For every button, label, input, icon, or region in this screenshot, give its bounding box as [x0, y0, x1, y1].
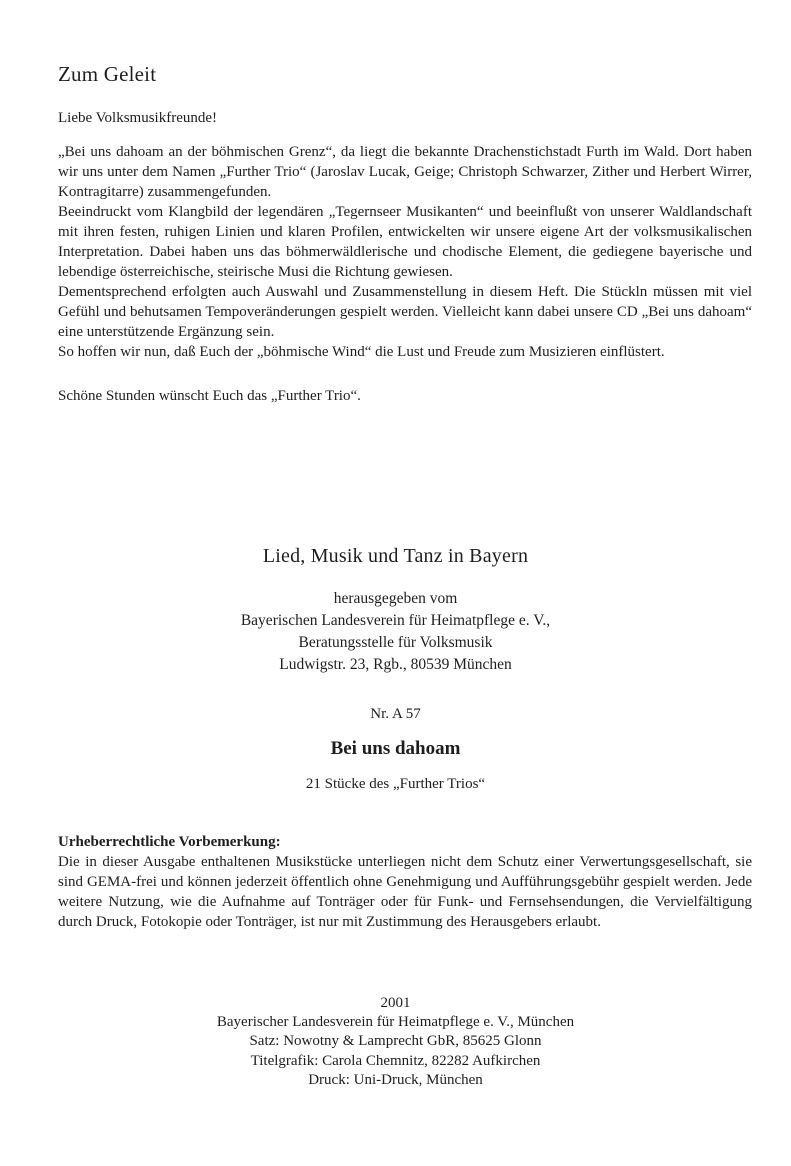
foreword-paragraph: Dementsprechend erfolgten auch Auswahl und Zusammenstellung in diesem Heft. Die Stückln müssen mit viel Gefühl und behutsamen Tempoveränderungen gespielt werden. Vielleicht kann dabei unsere CD „Bei uns dahoam“ eine unterstützende Ergänzung sein.: [58, 284, 752, 340]
foreword-greeting: Liebe Volksmusikfreunde!: [58, 110, 218, 126]
publisher-line: Beratungsstelle für Volksmusik: [298, 634, 493, 651]
imprint-year: 2001: [380, 995, 411, 1011]
foreword-paragraph: „Bei uns dahoam an der böhmischen Grenz“, da liegt die bekannte Drachenstichstadt Furth im Wald. Dort haben wir uns unter dem Namen „Further Trio“ (Jaroslav Lucak, Geige; Christoph Schwarzer, Zither und Herbert Wirrer, Kontragitarre) zusammengefunden.: [58, 144, 752, 200]
publisher-line: herausgegeben vom: [333, 590, 458, 607]
copyright-text: Die in dieser Ausgabe enthaltenen Musikstücke unterliegen nicht dem Schutz einer Verwertungsgesellschaft, sie sind GEMA-frei und können jederzeit öffentlich ohne Genehmigung und Aufführungsgebühr gespielt werden. Jede weitere Nutzung, wie die Aufnahme auf Tonträger oder für Funk- und Fernsehsendungen, die Vervielfältigung durch Druck, Fotokopie oder Tonträger, ist nur mit Zustimmung des Herausgebers erlaubt.: [58, 854, 752, 930]
publisher-line: Bayerischen Landesverein für Heimatpflege e. V.,: [240, 612, 551, 629]
foreword-paragraph: So hoffen wir nun, daß Euch der „böhmische Wind“ die Lust und Freude zum Musizieren einflüstert.: [58, 344, 665, 360]
book-title: Bei uns dahoam: [330, 738, 461, 759]
imprint-line: Satz: Nowotny & Lamprecht GbR, 85625 Glonn: [249, 1033, 542, 1050]
copyright-heading: Urheberrechtliche Vorbemerkung:: [58, 834, 281, 850]
series-title: Lied, Musik und Tanz in Bayern: [262, 545, 529, 567]
imprint-line: Titelgrafik: Carola Chemnitz, 82282 Aufkirchen: [250, 1052, 541, 1069]
publisher-line: Ludwigstr. 23, Rgb., 80539 München: [279, 656, 512, 673]
imprint-block: [0, 994, 791, 1090]
foreword-heading: Zum Geleit: [58, 62, 157, 86]
imprint-line: Bayerischer Landesverein für Heimatpflege e. V., München: [216, 1014, 575, 1031]
issue-number: Nr. A 57: [370, 706, 421, 722]
copyright-notice: [58, 832, 752, 932]
foreword-body: [58, 142, 752, 362]
foreword-signoff: Schöne Stunden wünscht Euch das „Further Trio“.: [58, 388, 361, 404]
imprint-line: Druck: Uni-Druck, München: [308, 1071, 483, 1088]
foreword-paragraph: Beeindruckt vom Klangbild der legendären „Tegernseer Musikanten“ und beeinflußt von unserer Waldlandschaft mit ihren festen, ruhigen Linien und klaren Profilen, entwickelten wir unsere eigene Art der volksmusikalischen Interpretation. Dabei haben uns das böhmerwäldlerische und chodische Element, die gediegene bayerische und lebendige österreichische, steirische Musi die Richtung gewiesen.: [58, 204, 752, 280]
publisher-block: [0, 588, 791, 676]
book-subtitle: 21 Stücke des „Further Trios“: [305, 776, 486, 792]
